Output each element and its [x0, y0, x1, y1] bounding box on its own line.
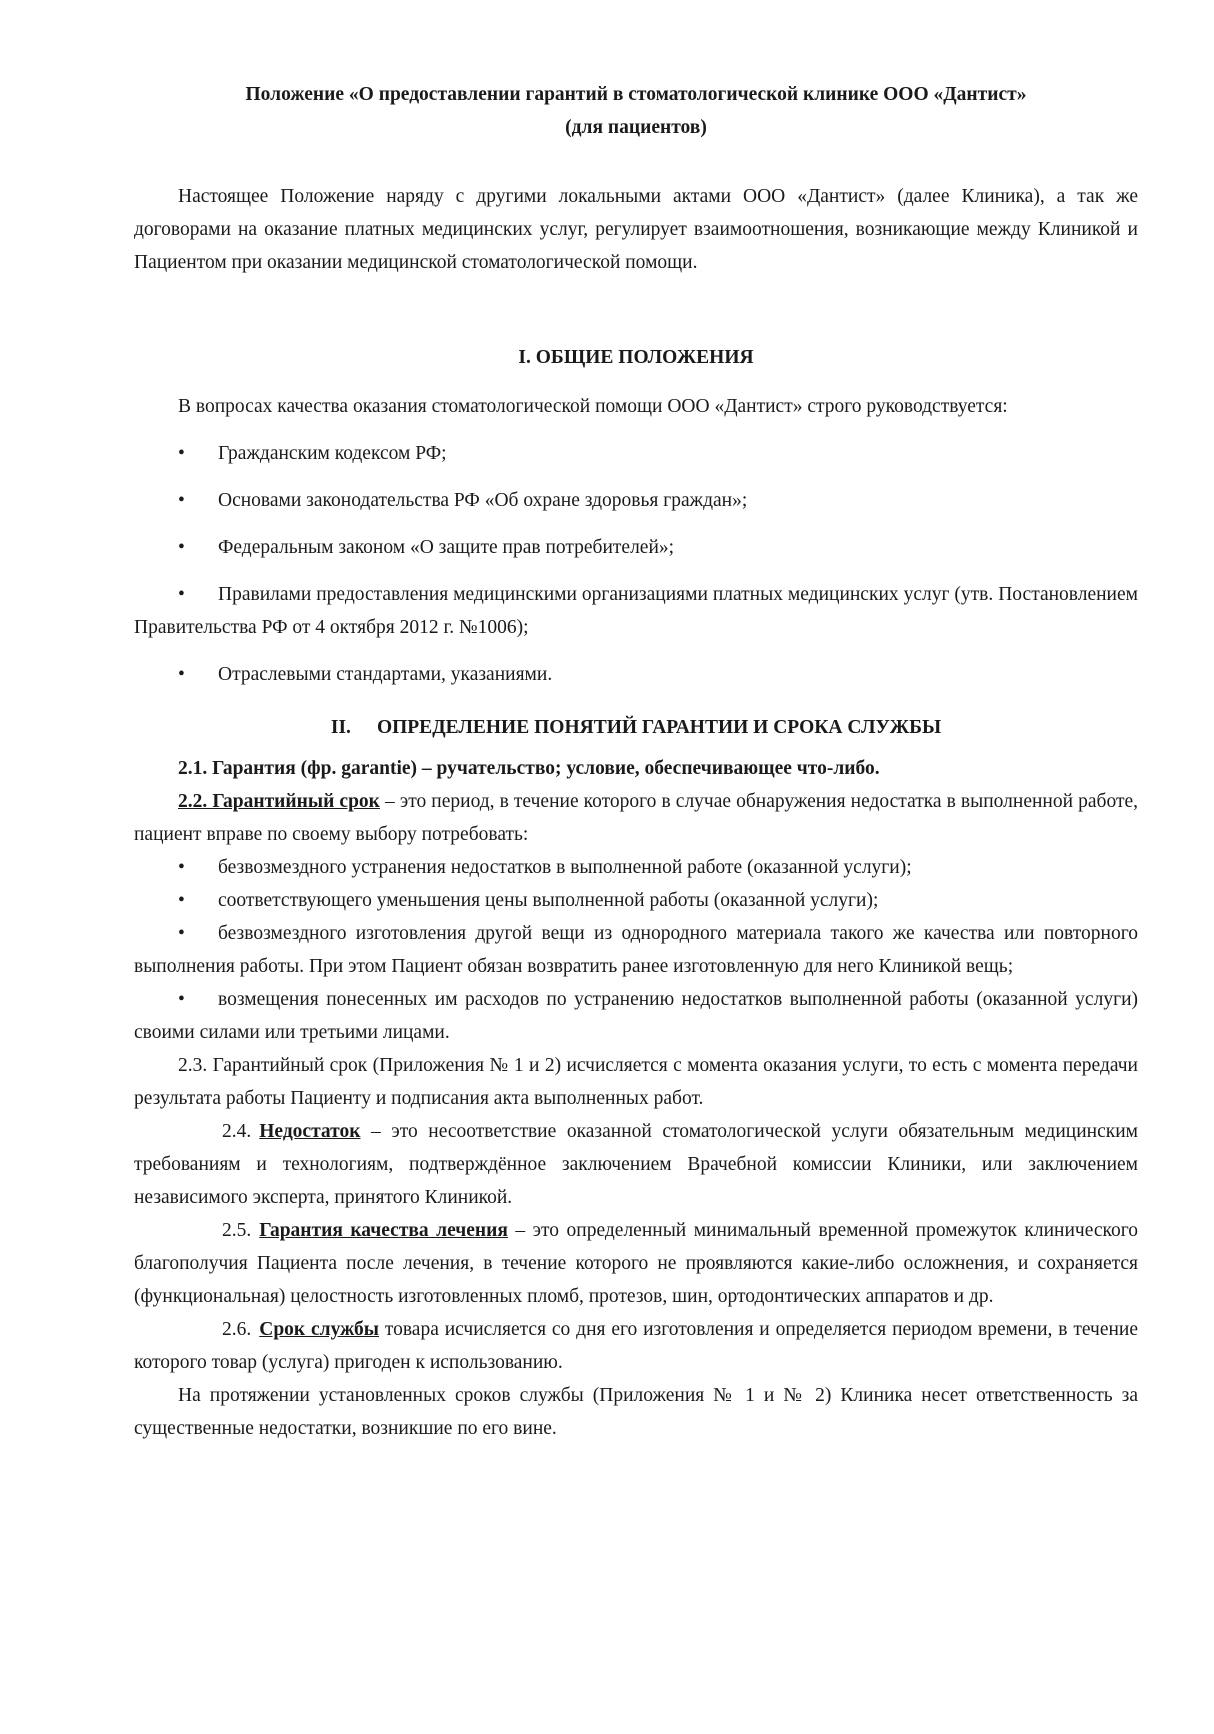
- section-1-lead: В вопросах качества оказания стоматологической помощи ООО «Дантист» строго руководствуется:: [178, 396, 1008, 417]
- closing-paragraph: На протяжении установленных сроков службы (Приложения № 1 и № 2) Клиника несет ответственность за существенные недостатки, возникшие по его вине.: [134, 1385, 1138, 1439]
- section-1-heading: I. ОБЩИЕ ПОЛОЖЕНИЯ: [518, 347, 754, 368]
- list-item-text: Правилами предоставления медицинскими организациями платных медицинских услуг (утв. Постановлением Правительства РФ от 4 октября 2012 г. №1006);: [134, 584, 1138, 638]
- list-item: [134, 578, 1138, 644]
- list-item: [134, 531, 1138, 564]
- item-2-6-number: 2.6.: [222, 1319, 252, 1340]
- section-2-title: ОПРЕДЕЛЕНИЕ ПОНЯТИЙ ГАРАНТИИ И СРОКА СЛУЖБЫ: [376, 717, 942, 738]
- list-item-text: безвозмездного изготовления другой вещи из однородного материала такого же качества или повторного выполнения работы. При этом Пациент обязан возвратить ранее изготовленную для него Клиникой вещь;: [134, 923, 1138, 977]
- title-line-2: (для пациентов): [565, 117, 707, 138]
- bullet-icon: •: [178, 537, 185, 558]
- section-1-list-tail: [134, 658, 1138, 691]
- item-2-2: [134, 785, 1138, 851]
- list-item: [134, 851, 1138, 884]
- list-item-text: соответствующего уменьшения цены выполненной работы (оказанной услуги);: [218, 890, 879, 911]
- item-2-6-label: Срок службы: [259, 1319, 379, 1340]
- item-2-4-number: 2.4.: [222, 1121, 252, 1142]
- section-1-list-wrapped: [134, 578, 1138, 644]
- bullet-icon: •: [178, 443, 185, 464]
- item-2-5-text: – это определенный минимальный временной промежуток клинического благополучия Пациента после лечения, в течение которого не проявляются какие-либо осложнения, и сохраняется (функциональная) целостность изготовленных пломб, протезов, шин, ортодонтических аппаратов и др.: [134, 1220, 1138, 1307]
- list-item-text: Отраслевыми стандартами, указаниями.: [218, 664, 553, 685]
- section-2-number: II.: [330, 717, 351, 738]
- item-2-6-text: товара исчисляется со дня его изготовления и определяется периодом времени, в течение которого товар (услуга) пригоден к использованию.: [134, 1319, 1138, 1373]
- list-item: [134, 484, 1138, 517]
- list-item-text: Гражданским кодексом РФ;: [218, 443, 447, 464]
- bullet-icon: •: [178, 989, 185, 1010]
- section-1-list: [134, 437, 1138, 564]
- item-2-4: [134, 1115, 1138, 1214]
- list-item: [134, 884, 1138, 917]
- list-item: [134, 658, 1138, 691]
- item-2-5-number: 2.5.: [222, 1220, 252, 1241]
- bullet-icon: •: [178, 923, 185, 944]
- item-2-6: [134, 1313, 1138, 1379]
- list-item-text: Федеральным законом «О защите прав потребителей»;: [218, 537, 675, 558]
- list-item: [134, 983, 1138, 1049]
- list-item-text: безвозмездного устранения недостатков в выполненной работе (оказанной услуги);: [218, 857, 912, 878]
- bullet-icon: •: [178, 490, 185, 511]
- list-item-text: Основами законодательства РФ «Об охране здоровья граждан»;: [218, 490, 748, 511]
- bullet-icon: •: [178, 890, 185, 911]
- bullet-icon: •: [178, 857, 185, 878]
- item-2-4-text: – это несоответствие оказанной стоматологической услуги обязательным медицинским требованиям и технологиям, подтверждённое заключением Врачебной комиссии Клиники, или заключением независимого эксперта, принятого Клиникой.: [134, 1121, 1138, 1208]
- item-2-2-list: [134, 851, 1138, 917]
- item-2-5: [134, 1214, 1138, 1313]
- item-2-2-list-wrapped: [134, 917, 1138, 1049]
- bullet-icon: •: [178, 664, 185, 685]
- list-item: [134, 437, 1138, 470]
- item-2-1: 2.1. Гарантия (фр. garantie) – ручательство; условие, обеспечивающее что-либо.: [178, 758, 880, 779]
- section-2-heading: [134, 711, 1138, 744]
- title-line-1: Положение «О предоставлении гарантий в стоматологической клинике ООО «Дантист»: [245, 84, 1027, 105]
- item-2-2-label: 2.2. Гарантийный срок: [178, 791, 380, 812]
- intro-paragraph: Настоящее Положение наряду с другими локальными актами ООО «Дантист» (далее Клиника), а так же договорами на оказание платных медицинских услуг, регулирует взаимоотношения, возникающие между Клиникой и Пациентом при оказании медицинской стоматологической помощи.: [134, 186, 1138, 273]
- item-2-5-label: Гарантия качества лечения: [259, 1220, 508, 1241]
- item-2-4-label: Недостаток: [259, 1121, 361, 1142]
- item-2-3: 2.3. Гарантийный срок (Приложения № 1 и 2) исчисляется с момента оказания услуги, то есть с момента передачи результата работы Пациенту и подписания акта выполненных работ.: [134, 1055, 1138, 1109]
- bullet-icon: •: [178, 584, 185, 605]
- list-item: [134, 917, 1138, 983]
- list-item-text: возмещения понесенных им расходов по устранению недостатков выполненной работы (оказанной услуги) своими силами или третьими лицами.: [134, 989, 1138, 1043]
- document-title: [134, 78, 1138, 144]
- item-2-2-text: – это период, в течение которого в случае обнаружения недостатка в выполненной работе, пациент вправе по своему выбору потребовать:: [134, 791, 1138, 845]
